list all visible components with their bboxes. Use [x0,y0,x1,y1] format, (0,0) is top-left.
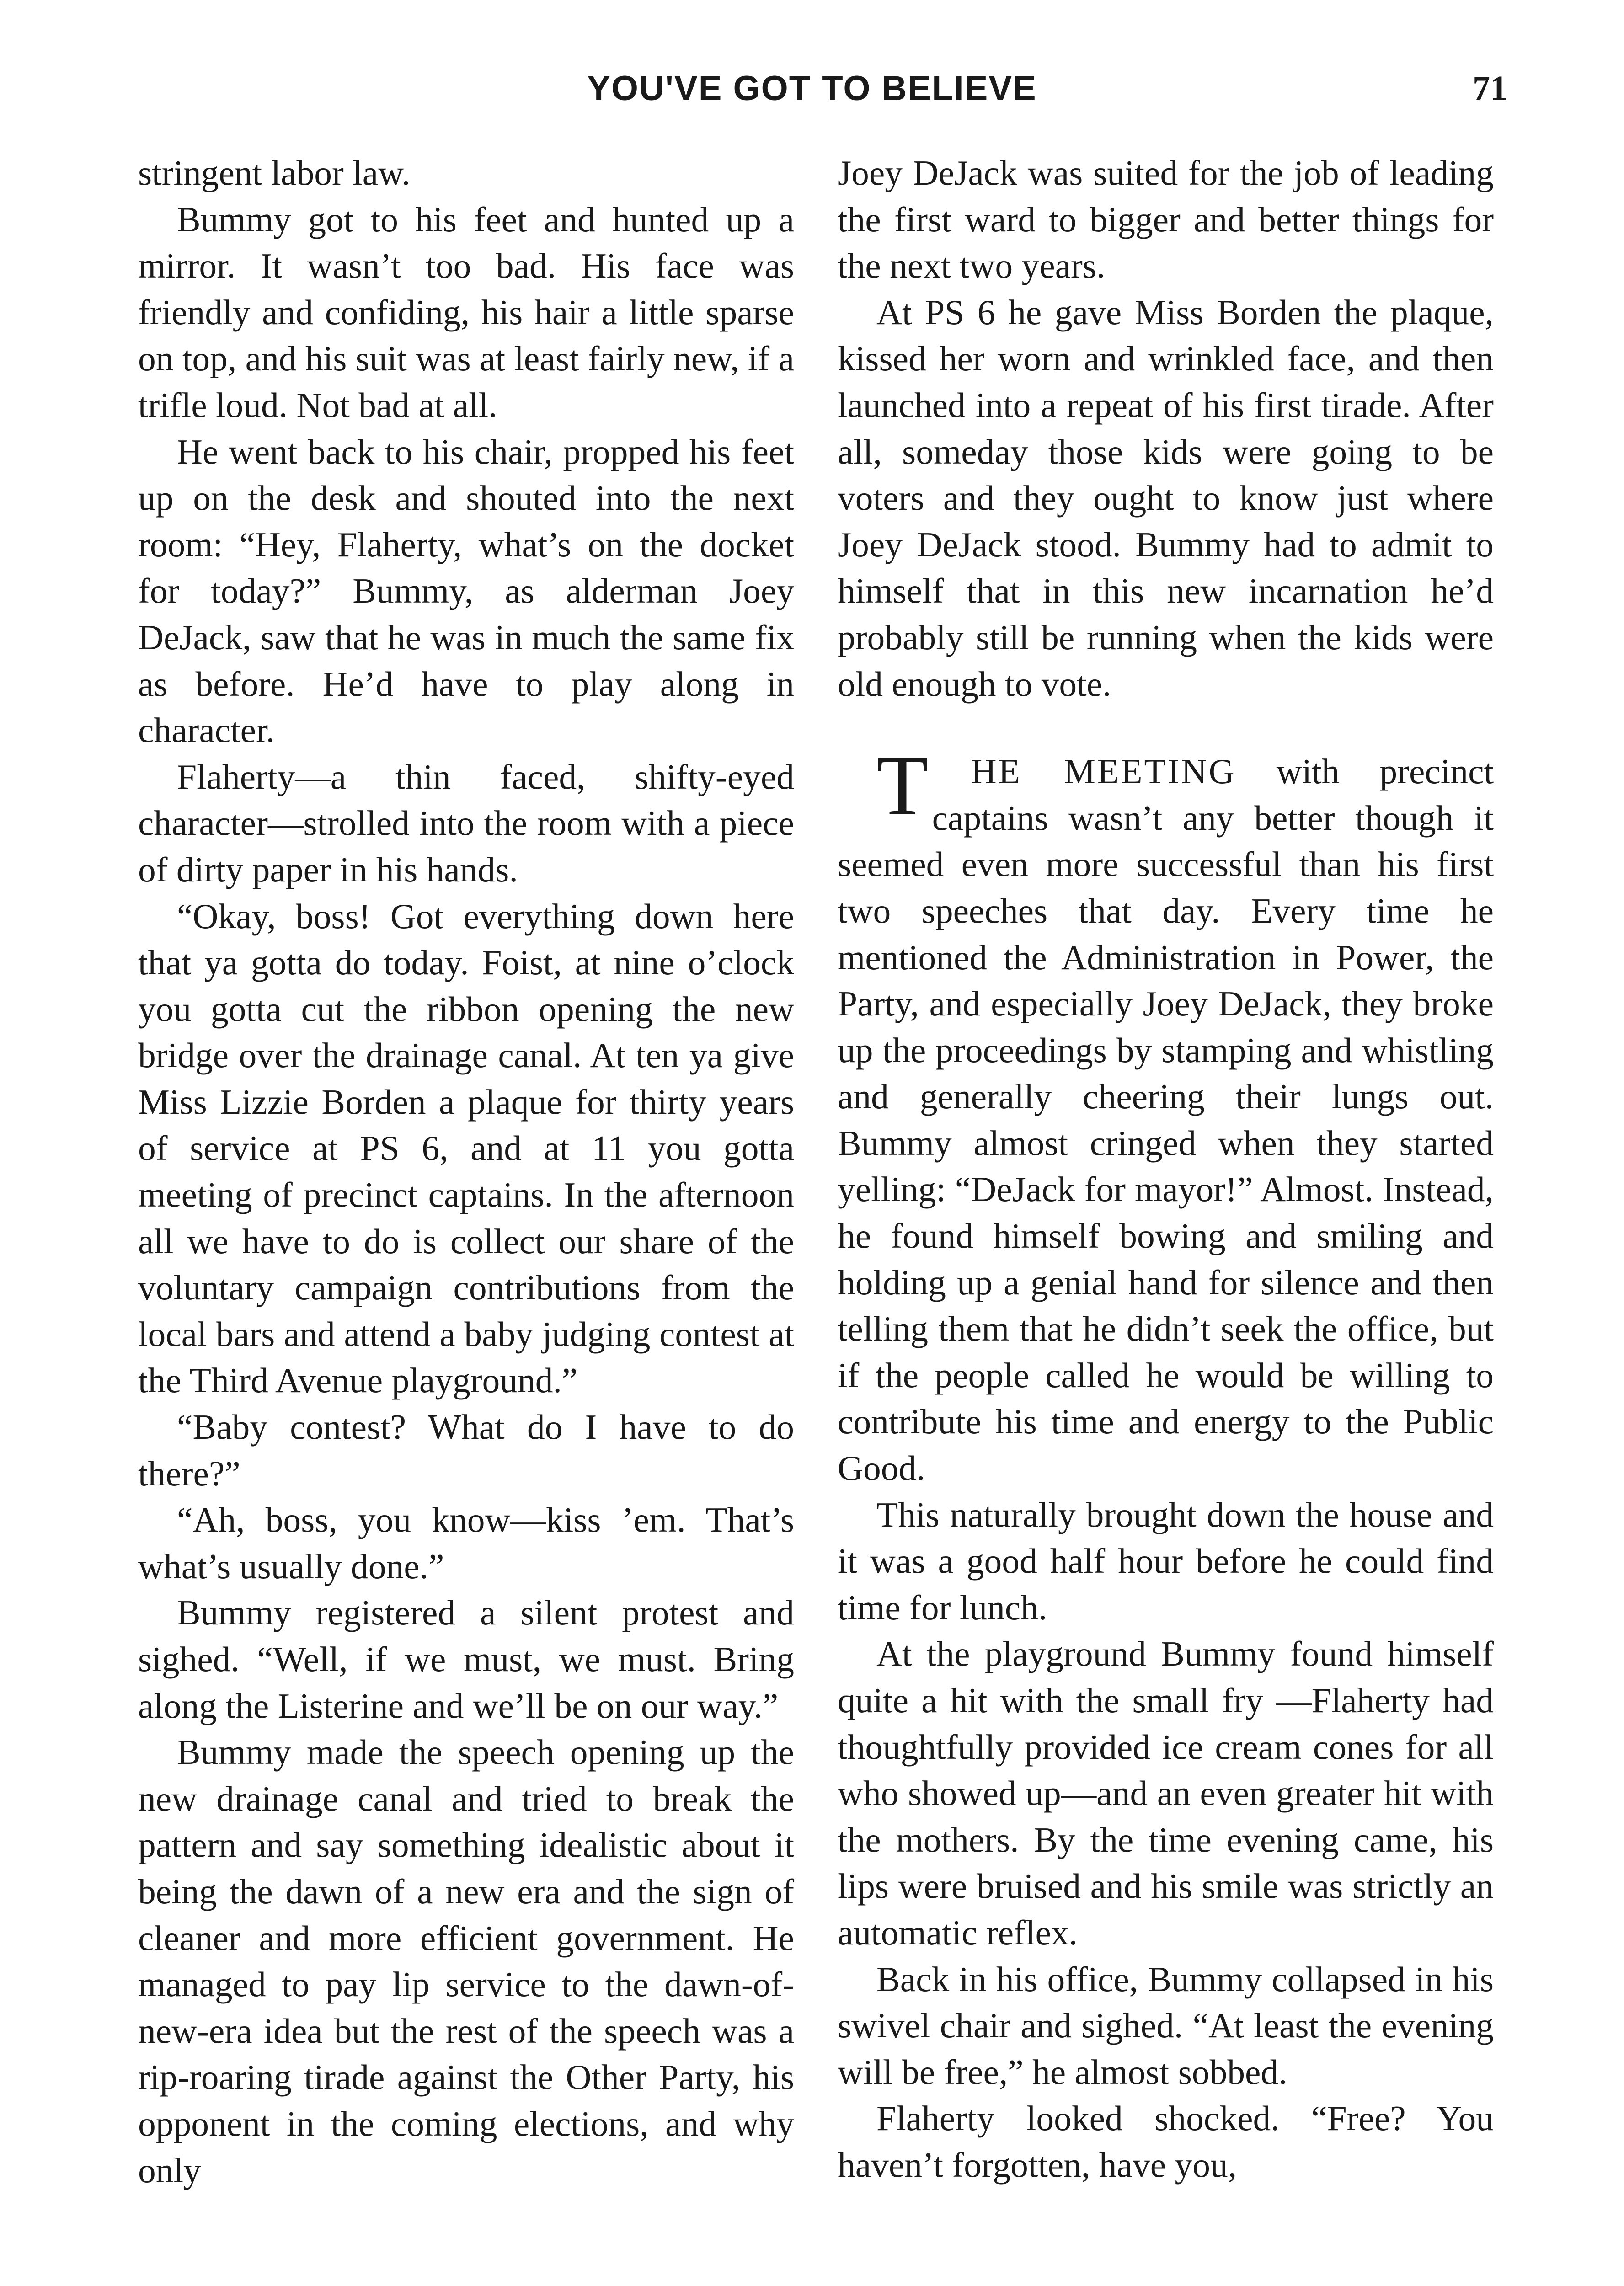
running-header [0,69,1624,123]
paragraph: Joey DeJack was suited for the job of leading the first ward to bigger and better things for the next two years. [838,153,1494,286]
right-column [838,150,1494,2189]
left-column [138,150,794,2194]
small-caps-lead: HE MEETING [971,752,1236,791]
paragraph: At the playground Bummy found himself quite a hit with the small fry —Flaherty had thoughtfully provided ice cream cones for all who showed up—and an even greater hit with the mothers. By the time evening came, his lips were bruised and his smile was strictly an automatic reflex. [838,1634,1494,1952]
paragraph: This naturally brought down the house and it was a good half hour before he could find time for lunch. [838,1495,1494,1627]
paragraph: stringent labor law. [138,153,411,192]
page-number: 71 [1473,69,1507,107]
paragraph: Flaherty—a thin faced, shifty-eyed character—strolled into the room with a piece of dirty paper in his hands. [138,757,794,889]
paragraph: Back in his office, Bummy collapsed in his swivel chair and sighed. “At least the evening will be free,” he almost sobbed. [838,1959,1494,2092]
paragraph: Bummy got to his feet and hunted up a mirror. It wasn’t too bad. His face was friendly and confiding, his hair a little sparse on top, and his suit was at least fairly new, if a trifle loud. Not bad at all. [138,199,794,425]
paragraph: Bummy registered a silent protest and sighed. “Well, if we must, we must. Bring along the Listerine and we’ll be on our way.” [138,1593,794,1725]
paragraph: “Okay, boss! Got everything down here that ya gotta do today. Foist, at nine o’clock you gotta cut the ribbon opening the new bridge over the drainage canal. At ten ya give Miss Lizzie Borden a plaque for thirty years of service at PS 6, and at 11 you gotta meeting of precinct captains. In the afternoon all we have to do is collect our share of the voluntary campaign contributions from the local bars and attend a baby judging contest at the Third Avenue playground.” [138,896,794,1400]
drop-cap: T [876,738,929,833]
dropcap-paragraph [838,738,1494,1492]
paragraph-text: with precinct captains wasn’t any better though it seemed even more successful than his first two speeches that day. Every time he mentioned the Administration in Power, the Party, and especially Joey DeJack, they broke up the proceedings by stamping and whistling and generally cheering their lungs out. Bummy almost cringed when they started yelling: “DeJack for mayor!” Almost. Instead, he found himself bowing and smiling and holding up a genial hand for silence and then telling them that he didn’t seek the office, but if the people called he would be willing to contribute his time and energy to the Public Good. [838,752,1494,1488]
paragraph: At PS 6 he gave Miss Borden the plaque, kissed her worn and wrinkled face, and then launched into a repeat of his first tirade. After all, someday those kids were going to be voters and they ought to know just where Joey DeJack stood. Bummy had to admit to himself that in this new incarnation he’d probably still be running when the kids were old enough to vote. [838,292,1494,704]
paragraph: He went back to his chair, propped his feet up on the desk and shouted into the next room: “Hey, Flaherty, what’s on the docket for today?” Bummy, as alderman Joey DeJack, saw that he was in much the same fix as before. He’d have to play along in character. [138,432,794,750]
paragraph: Flaherty looked shocked. “Free? You haven’t forgotten, have you, [838,2099,1494,2185]
paragraph: “Baby contest? What do I have to do there?” [138,1407,794,1493]
paragraph: Bummy made the speech opening up the new drainage canal and tried to break the pattern and say something idealistic about it being the dawn of a new era and the sign of cleaner and more efficient government. He managed to pay lip service to the dawn-of-new-era idea but the rest of the speech was a rip-roaring tirade against the Other Party, his opponent in the coming elections, and why only [138,1732,794,2190]
section-break [838,707,1494,748]
paragraph: “Ah, boss, you know—kiss ’em. That’s what’s usually done.” [138,1500,794,1586]
running-title: YOU'VE GOT TO BELIEVE [587,69,1037,108]
